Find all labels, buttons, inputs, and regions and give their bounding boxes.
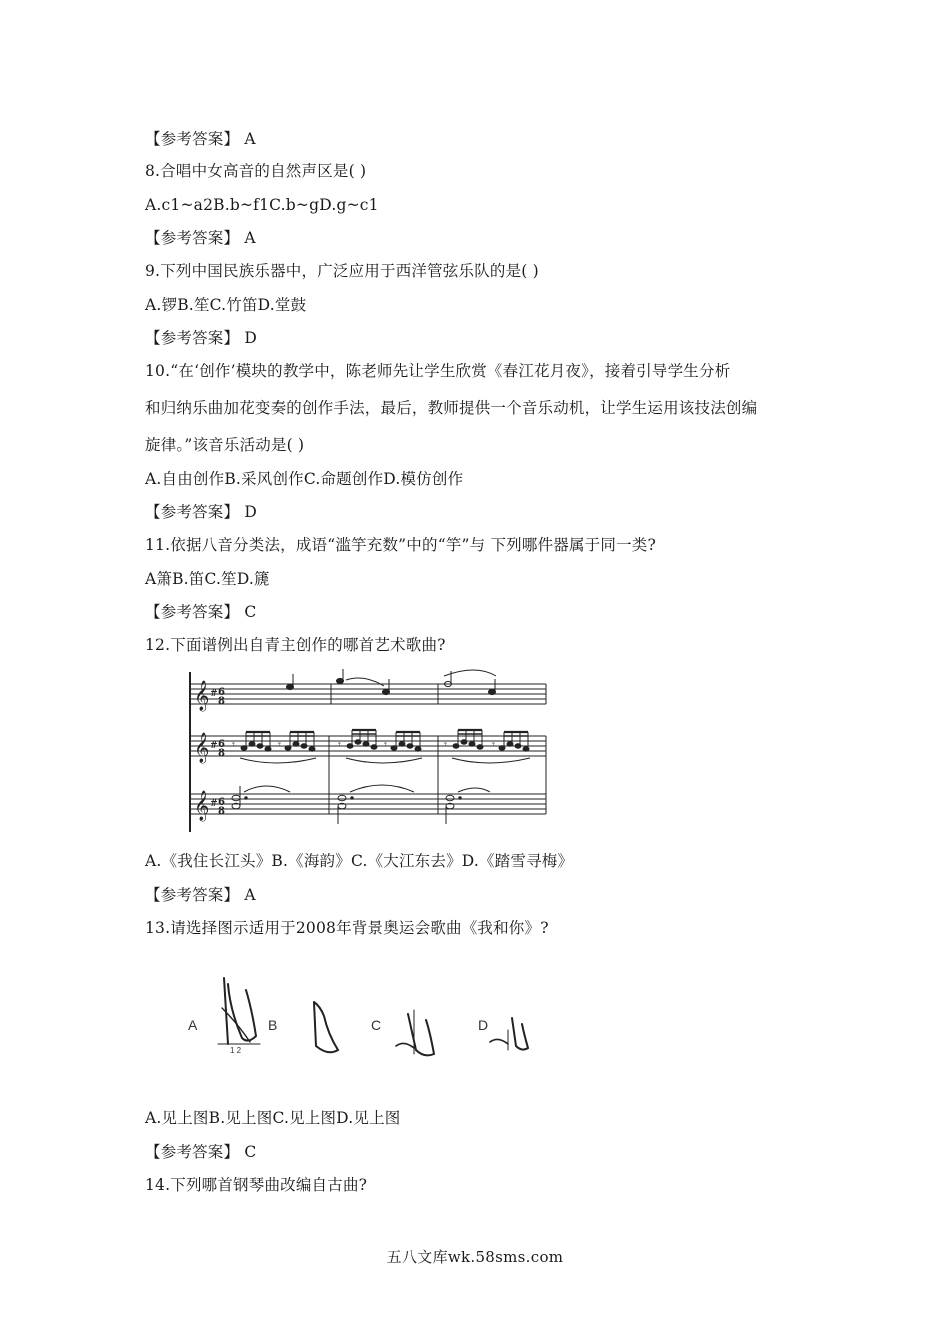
pattern-d-stroke — [490, 1039, 508, 1044]
question-10-line-1: 10.“在‘创作’模块的教学中，陈老师先让学生欣赏《春江花月夜》，接着引导学生分析 — [145, 362, 731, 380]
pattern-label-c: C — [371, 1017, 382, 1033]
answer-line: 【参考答案】 C — [145, 1143, 257, 1161]
pattern-c-stroke — [408, 1014, 434, 1055]
question-11: 11.依据八音分类法，成语“滥竽充数”中的“竽”与 下列哪件器属于同一类? — [145, 536, 656, 554]
pattern-a-stroke — [228, 984, 256, 1041]
svg-text:𝄾: 𝄾 — [338, 738, 341, 751]
question-12: 12.下面谱例出自青主创作的哪首艺术歌曲? — [145, 636, 446, 654]
svg-text:8: 8 — [218, 806, 225, 817]
footer-watermark: 五八文库wk.58sms.com — [386, 1248, 564, 1266]
music-score-figure — [186, 668, 566, 836]
pattern-a-beat-numbers: 1 2 — [230, 1046, 242, 1055]
pattern-b-stroke — [314, 1002, 338, 1052]
svg-text:𝄾: 𝄾 — [384, 738, 387, 751]
pattern-c-stroke — [396, 1043, 414, 1048]
options-10: A.自由创作B.采风创作C.命题创作D.模仿创作 — [145, 470, 464, 488]
answer-line: 【参考答案】 A — [145, 886, 256, 904]
answer-line: 【参考答案】 C — [145, 603, 257, 621]
svg-text:𝄾: 𝄾 — [444, 738, 447, 751]
pattern-label-d: D — [478, 1017, 489, 1033]
svg-text:#: # — [210, 799, 218, 809]
pattern-label-a: A — [188, 1017, 198, 1033]
svg-text:𝄾: 𝄾 — [232, 738, 235, 751]
svg-text:𝄾: 𝄾 — [278, 738, 281, 751]
svg-text:𝄞: 𝄞 — [194, 733, 210, 763]
svg-text:6: 6 — [218, 687, 225, 698]
options-9: A.锣B.笙C.竹笛D.堂鼓 — [145, 296, 307, 314]
options-8: A.c1~a2B.b~f1C.b~gD.g~c1 — [145, 196, 379, 214]
pattern-label-b: B — [268, 1017, 278, 1033]
question-10-line-2: 和归纳乐曲加花变奏的创作手法，最后，教师提供一个音乐动机，让学生运用该技法创编 — [145, 399, 758, 417]
options-11: A箫B.笛C.笙D.篪 — [145, 570, 270, 588]
answer-line: 【参考答案】 D — [145, 329, 257, 347]
svg-text:𝄾: 𝄾 — [492, 738, 495, 751]
options-12: A.《我住长江头》B.《海韵》C.《大江东去》D.《踏雪寻梅》 — [145, 852, 574, 870]
answer-line: 【参考答案】 D — [145, 503, 257, 521]
conducting-pattern-figure — [178, 950, 603, 1082]
options-13: A.见上图B.见上图C.见上图D.见上图 — [145, 1109, 401, 1127]
question-9: 9.下列中国民族乐器中，广泛应用于西洋管弦乐队的是( ) — [145, 262, 539, 280]
answer-line: 【参考答案】 A — [145, 130, 256, 148]
svg-text:8: 8 — [218, 696, 225, 707]
svg-text:#: # — [210, 741, 218, 751]
question-13: 13.请选择图示适用于2008年背景奥运会歌曲《我和你》? — [145, 919, 549, 937]
svg-text:6: 6 — [218, 797, 225, 808]
svg-text:8: 8 — [218, 748, 225, 759]
question-14: 14.下列哪首钢琴曲改编自古曲? — [145, 1176, 368, 1194]
svg-text:𝄞: 𝄞 — [194, 681, 210, 711]
question-10-line-3: 旋律。”该音乐活动是( ) — [145, 436, 305, 454]
question-8: 8.合唱中女高音的自然声区是( ) — [145, 162, 367, 180]
svg-text:𝄞: 𝄞 — [194, 791, 210, 821]
answer-line: 【参考答案】 A — [145, 229, 256, 247]
pattern-d-stroke — [512, 1018, 528, 1050]
svg-text:#: # — [210, 689, 218, 699]
svg-text:6: 6 — [218, 739, 225, 750]
